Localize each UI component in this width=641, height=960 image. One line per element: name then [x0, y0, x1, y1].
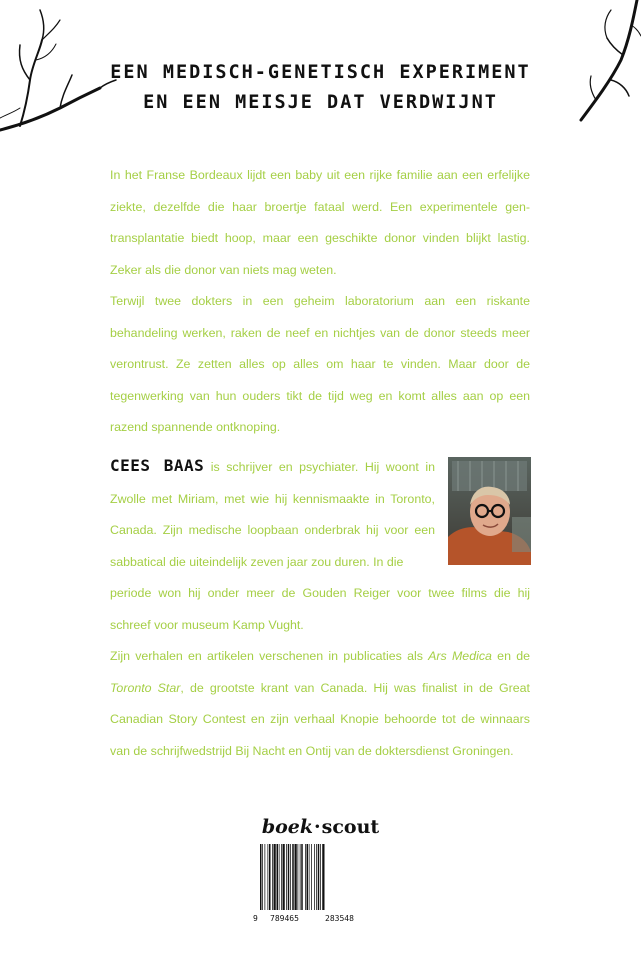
author-bio [110, 450, 530, 767]
barcode-bar [295, 844, 297, 910]
publisher-logo-dot: · [314, 816, 321, 838]
barcode-bar [307, 844, 309, 910]
tagline-heading [0, 58, 641, 118]
barcode-bar [277, 844, 279, 910]
publisher-logo-part-2: scout [321, 816, 380, 838]
barcode-bar [311, 844, 312, 910]
barcode-bar [288, 844, 290, 910]
author-name: CEES BAAS [110, 456, 205, 475]
barcode-bar [274, 844, 276, 910]
publication-toronto-star: Toronto Star [110, 680, 181, 695]
barcode-bar [298, 844, 299, 910]
isbn-group-2: 283548 [325, 914, 354, 923]
barcode-bar [286, 844, 287, 910]
book-blurb [110, 160, 530, 444]
publisher-logo [0, 816, 641, 838]
barcode-bar [318, 844, 320, 910]
barcode-bar [290, 844, 291, 910]
barcode-bar [268, 844, 269, 910]
bio-paragraph-1-lead: is schrijver en psychiater. Hij woont in Zwolle met Miriam, met wie hij kennismaakte in Toronto, Canada. Zijn medische loopbaan onderbrak hij voor een sabbatical die uiteindelijk zeven jaar zou duren. In die [110, 460, 435, 569]
barcode-bar [301, 844, 303, 910]
tagline-line-2: EN EEN MEISJE DAT VERDWIJNT [143, 92, 498, 113]
barcode-bar [281, 844, 282, 910]
bio-paragraph-2: Zijn verhalen en artikelen verschenen in publicaties als Ars Medica en de Toronto Star, de grootste krant van Canada. Hij was finalist in de Great Canadian Story Contest en zijn verhaal Knopie behoorde tot de winnaars van de schrijfwedstrijd Bij Nacht en Ontij van de doktersdienst Groningen. [110, 649, 530, 758]
barcode-bar [314, 844, 315, 910]
isbn-group-1: 789465 [270, 914, 299, 923]
blurb-paragraph-2: Terwijl twee dokters in een geheim laboratorium aan een riskante behandeling werken, raken de neef en nichtjes van de donor steeds meer verontrust. Ze zetten alles op alles om haar te vinden. Maar door de tegenwerking van hun ouders tikt de tijd weg en komt alles aan op een razend spannende ontknoping. [110, 294, 530, 434]
publisher-logo-part-1: boek [261, 816, 314, 838]
publication-ars-medica: Ars Medica [428, 649, 492, 663]
barcode-bar [322, 844, 324, 910]
blurb-paragraph-1: In het Franse Bordeaux lijdt een baby uit een rijke familie aan een erfelijke ziekte, dezelfde die haar broertje fataal werd. Een experimentele gen-transplantatie biedt hoop, maar een geschikte donor vinden blijkt lastig. Zeker als die donor van niets mag weten. [110, 168, 530, 277]
isbn-digit-1: 9 [253, 914, 258, 923]
barcode-bar [269, 844, 271, 910]
barcode-bar [305, 844, 306, 910]
barcode-bar [272, 844, 273, 910]
barcode-bar [262, 844, 263, 910]
barcode-bar [320, 844, 321, 910]
barcode-bar [300, 844, 301, 910]
bio-paragraph-1-rest: periode won hij onder meer de Gouden Reiger voor twee films die hij schreef voor museum Kamp Vught. [110, 586, 530, 632]
bio-paragraph-1 [110, 450, 435, 578]
barcode-bar [265, 844, 266, 910]
barcode-bar [279, 844, 280, 910]
barcode-bar [292, 844, 294, 910]
isbn-barcode [256, 842, 376, 922]
barcode-bar [309, 844, 310, 910]
barcode-bar [260, 844, 262, 910]
barcode-bar [283, 844, 285, 910]
barcode-bar [316, 844, 317, 910]
tagline-line-1: EEN MEDISCH-GENETISCH EXPERIMENT [110, 62, 531, 83]
